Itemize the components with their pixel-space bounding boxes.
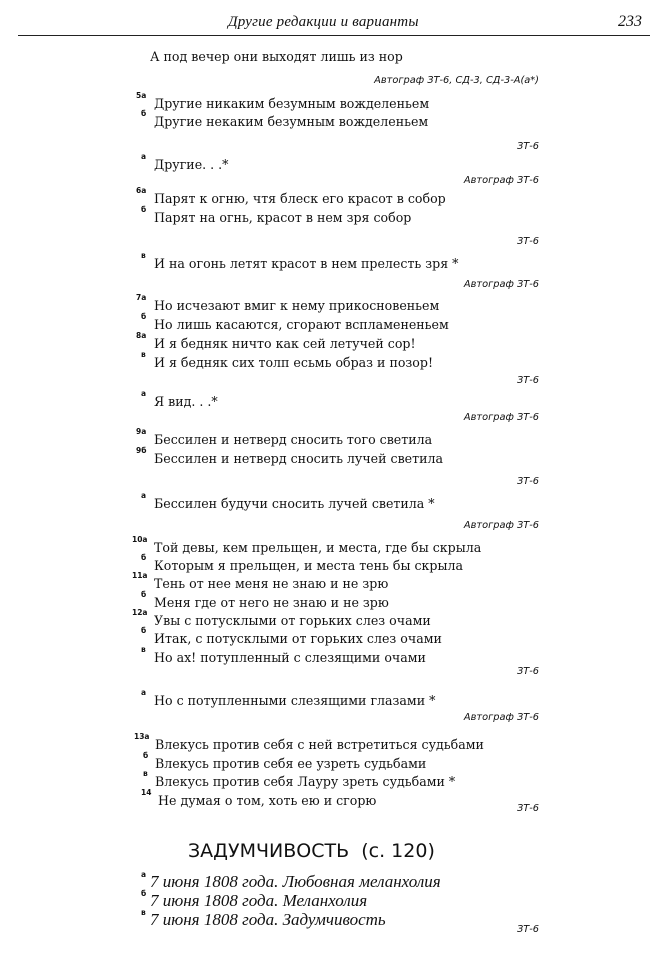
- verse-line: И я бедняк сих толп есьмь образ и позор!: [154, 355, 434, 370]
- verse-marker: 10а: [132, 535, 148, 544]
- section-title: ЗАДУМЧИВОСТЬ: [188, 840, 350, 862]
- source-note: Автограф ЗТ-6: [463, 412, 539, 423]
- verse-line: Я вид. . .*: [154, 394, 218, 409]
- verse-marker: 13а: [134, 732, 150, 741]
- verse-marker: б: [141, 590, 147, 599]
- verse-marker: в: [143, 769, 148, 778]
- running-header: [18, 12, 650, 34]
- verse-line: Тень от нее меня не знаю и не зрю: [154, 576, 389, 591]
- verse-line: И я бедняк ничто как сей летучей сор!: [154, 336, 416, 351]
- source-note: ЗТ-6: [516, 803, 539, 814]
- verse-marker: б: [141, 109, 147, 118]
- source-note: ЗТ-6: [516, 236, 539, 247]
- verse-marker: а: [141, 152, 147, 161]
- title-variant: 7 июня 1808 года. Задумчивость: [150, 910, 386, 929]
- verse-marker: в: [141, 251, 146, 260]
- source-note: Автограф ЗТ-6: [463, 175, 539, 186]
- verse-marker: б: [141, 312, 147, 321]
- verse-marker: б: [141, 626, 147, 635]
- variant-marker: а: [141, 870, 147, 879]
- verse-line: Парят на огнь, красот в нем зря собор: [154, 210, 412, 225]
- source-note: ЗТ-6: [516, 375, 539, 386]
- verse-line: Но исчезают вмиг к нему прикосновеньем: [154, 298, 440, 313]
- verse-marker: б: [141, 205, 147, 214]
- section-page-ref: (с. 120): [361, 840, 435, 862]
- verse-marker: 11а: [132, 571, 148, 580]
- running-title: Другие редакции и варианты: [228, 14, 419, 30]
- verse-line: Но ах! потупленный с слезящими очами: [154, 650, 426, 665]
- page-number: 233: [618, 13, 642, 30]
- verse-marker: б: [143, 751, 149, 760]
- source-note: Автограф ЗТ-6, СД-3, СД-3-А(а*): [374, 75, 539, 86]
- variant-marker: в: [141, 908, 146, 917]
- verse-marker: 9б: [136, 446, 147, 455]
- verse-line: Бессилен будучи сносить лучей светила *: [154, 496, 435, 511]
- verse-marker: б: [141, 553, 147, 562]
- title-variant: 7 июня 1808 года. Любовная меланхолия: [150, 872, 441, 891]
- verse-line: Влекусь против себя ее узреть судьбами: [155, 756, 427, 771]
- verse-marker: 7а: [136, 293, 147, 302]
- verse-line: Но лишь касаются, сгорают вспламененьем: [154, 317, 449, 332]
- verse-line: Влекусь против себя с ней встретиться судьбами: [155, 737, 484, 752]
- verse-marker: в: [141, 350, 146, 359]
- verse-line: Итак, с потусклыми от горьких слез очами: [154, 631, 442, 646]
- verse-line: А под вечер они выходят лишь из нор: [150, 49, 403, 64]
- verse-marker: 5а: [136, 91, 147, 100]
- verse-marker: а: [141, 688, 147, 697]
- source-note: ЗТ-6: [516, 141, 539, 152]
- header-rule: [18, 35, 650, 36]
- verse-line: Но с потупленными слезящими глазами *: [154, 693, 436, 708]
- source-note: ЗТ-6: [516, 924, 539, 935]
- verse-line: Не думая о том, хоть ею и сгорю: [158, 793, 377, 808]
- verse-marker: 12а: [132, 608, 148, 617]
- source-note: Автограф ЗТ-6: [463, 279, 539, 290]
- verse-line: Которым я прельщен, и места тень бы скрыла: [154, 558, 464, 573]
- verse-line: Увы с потусклыми от горьких слез очами: [154, 613, 431, 628]
- verse-line: Влекусь против себя Лауру зреть судьбами *: [155, 774, 456, 789]
- source-note: Автограф ЗТ-6: [463, 520, 539, 531]
- verse-line: И на огонь летят красот в нем прелесть зря *: [154, 256, 459, 271]
- verse-marker: 9а: [136, 427, 147, 436]
- verse-marker: в: [141, 645, 146, 654]
- variant-marker: б: [141, 889, 147, 898]
- source-note: ЗТ-6: [516, 476, 539, 487]
- verse-line: Той девы, кем прельщен, и места, где бы скрыла: [154, 540, 482, 555]
- section-heading: [188, 840, 435, 862]
- verse-marker: 6а: [136, 186, 147, 195]
- verse-marker: а: [141, 389, 147, 398]
- verse-line: Бессилен и нетверд сносить лучей светила: [154, 451, 443, 466]
- source-note: ЗТ-6: [516, 666, 539, 677]
- title-variant: 7 июня 1808 года. Меланхолия: [150, 891, 368, 910]
- verse-line: Другие некаким безумным вожделеньем: [154, 114, 429, 129]
- verse-line: Бессилен и нетверд сносить того светила: [154, 432, 433, 447]
- verse-line: Меня где от него не знаю и не зрю: [154, 595, 389, 610]
- verse-marker: 8а: [136, 331, 147, 340]
- verse-line: Другие никаким безумным вожделеньем: [154, 96, 430, 111]
- verse-line: Парят к огню, чтя блеск его красот в собор: [154, 191, 446, 206]
- verse-line: Другие. . .*: [154, 157, 229, 172]
- verse-marker: а: [141, 491, 147, 500]
- verse-marker: 14: [141, 788, 152, 797]
- source-note: Автограф ЗТ-6: [463, 712, 539, 723]
